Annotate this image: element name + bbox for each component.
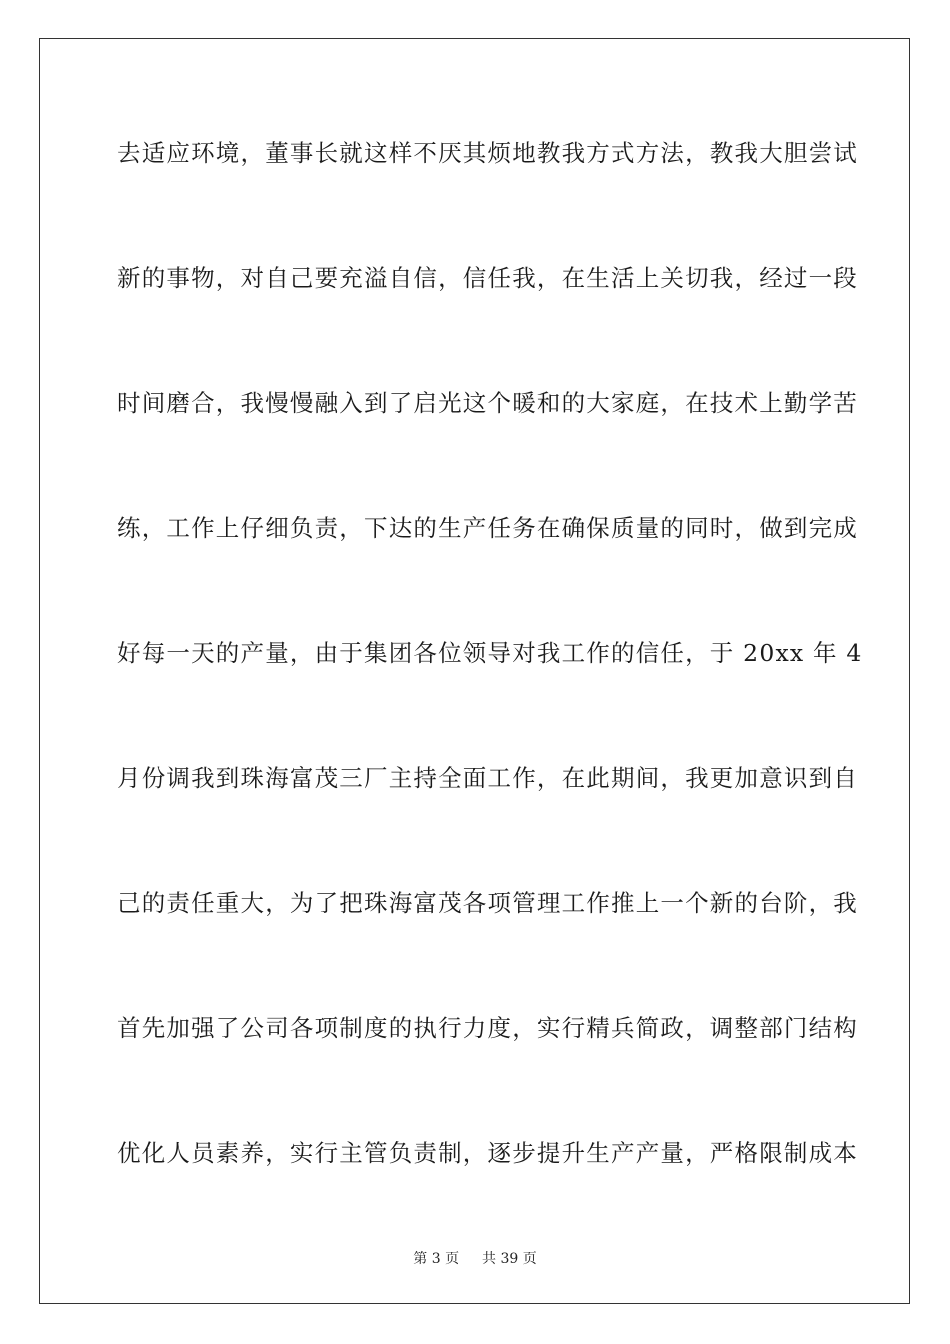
text-line: 时间磨合，我慢慢融入到了启光这个暖和的大家庭，在技术上勤学苦	[117, 389, 858, 417]
page-number: 第 3 页	[413, 1251, 460, 1267]
page-footer	[0, 1248, 950, 1268]
document-body	[117, 118, 863, 1243]
text-line: 好每一天的产量，由于集团各位领导对我工作的信任，于 20xx 年 4	[117, 639, 863, 667]
text-line: 己的责任重大，为了把珠海富茂各项管理工作推上一个新的台阶，我	[117, 889, 858, 917]
text-line: 去适应环境，董事长就这样不厌其烦地教我方式方法，教我大胆尝试	[117, 139, 858, 167]
text-line: 练，工作上仔细负责，下达的生产任务在确保质量的同时，做到完成	[117, 514, 858, 542]
text-line: 首先加强了公司各项制度的执行力度，实行精兵简政，调整部门结构	[117, 1014, 858, 1042]
text-line: 新的事物，对自己要充溢自信，信任我，在生活上关切我，经过一段	[117, 264, 858, 292]
page-total: 共 39 页	[482, 1251, 537, 1267]
text-line: 优化人员素养，实行主管负责制，逐步提升生产产量，严格限制成本	[117, 1139, 858, 1167]
text-line: 月份调我到珠海富茂三厂主持全面工作，在此期间，我更加意识到自	[117, 764, 858, 792]
